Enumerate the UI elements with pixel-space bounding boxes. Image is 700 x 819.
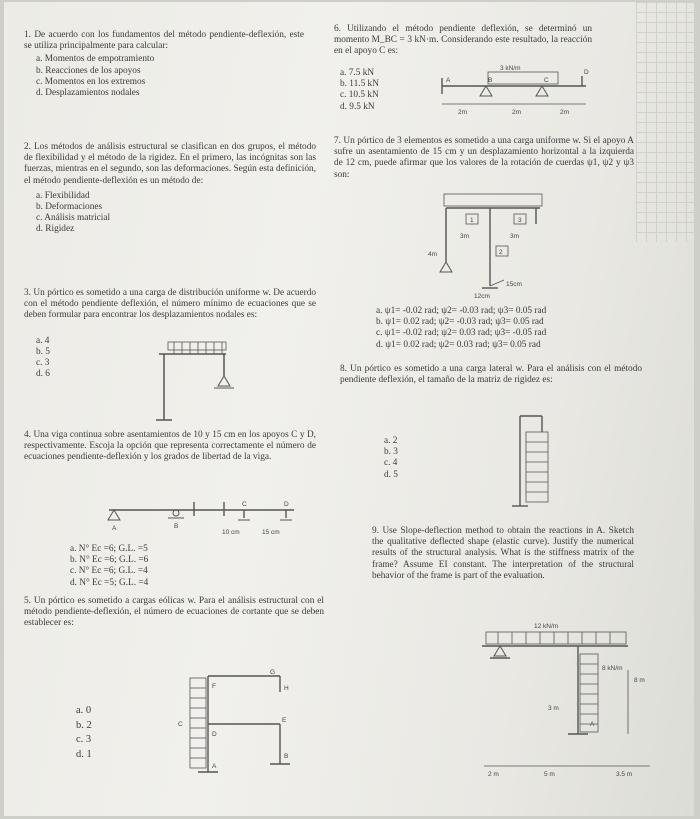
question-7 [334,136,634,181]
question-8 [340,364,642,386]
option-a[interactable]: a. Flexibilidad [36,190,90,201]
option-d[interactable]: d. 1 [76,748,92,760]
question-text: 2. Los métodos de análisis estructural se clasifican en dos grupos, el método de flexibilidad y el método de la rigidez. En el primero, las incógnitas son las fuerzas, mientras en el segundo, son las deformaciones. Según esta definición, el método pendiente-deflexión es un método de: [24,142,316,186]
dimension-label: 3m [460,233,470,240]
q7-frame-figure [424,188,564,302]
question-7-options [376,306,626,351]
support-label: B [174,523,179,530]
option-c[interactable]: c. 3 [76,734,92,745]
option-b[interactable]: b. 2 [76,719,92,731]
option-c[interactable]: c. 3 [36,358,50,369]
option-d[interactable]: d. 5 [384,469,398,480]
dimension-label: 12cm [474,293,490,300]
option-d[interactable]: d. 6 [36,369,50,380]
node-label: B [488,77,493,84]
question-6 [334,24,592,58]
dimension-label: 3m [510,233,520,240]
question-8-options [384,436,424,481]
dimension-label: 4m [428,251,438,258]
option-c[interactable]: c. Momentos en los extremos [36,76,146,87]
option-d[interactable]: d. Desplazamientos nodales [36,88,140,99]
option-a[interactable]: a. 4 [36,335,50,346]
question-5 [24,596,324,630]
support-label: A [112,525,117,532]
question-text: 1. De acuerdo con los fundamentos del método pendiente-deflexión, este se utiliza principalmente para calcular: [24,30,304,52]
option-c[interactable]: c. Análisis matricial [36,213,111,224]
question-text: 3. Un pórtico es sometido a una carga de distribución uniforme w. De acuerdo con el método pendiente deflexión, el número mínimo de ecuaciones que se deben formular para encontrar los desplazamientos nodales es: [24,288,316,321]
option-d[interactable]: d. 9.5 kN [340,101,375,112]
question-text: 6. Utilizando el método pendiente deflexión, se determinó un momento M_BC = 3 kN·m. Considerando este resultado, la reacción en el apoyo C es: [334,24,592,57]
question-4 [24,430,316,464]
option-a[interactable]: a. 7.5 kN [340,68,375,78]
question-5-options [76,704,136,762]
dimension-label: 5 m [544,771,555,778]
node-label: D [212,731,217,738]
load-label: 12 kN/m [534,623,559,630]
load-label: 3 kN/m [500,65,521,72]
node-label: A [212,763,217,770]
node-label: H [284,685,289,692]
question-text: 4. Una viga continua sobre asentamientos de 10 y 15 cm en los apoyos C y D, respectivamente. Escoja la opción que representa correctamente el número de ecuaciones pendiente-deflexión y los grados de libertad de la viga. [24,430,316,463]
option-a[interactable]: a. 2 [384,436,398,446]
q8-frame-figure [508,410,568,514]
dimension-label: 3.5 m [616,771,633,778]
node-label: D [584,69,589,76]
node-label: G [270,669,276,676]
support-label: C [242,501,247,508]
node-label: E [282,717,287,724]
settlement-label: 15 cm [262,529,280,536]
question-9 [372,526,634,582]
option-c[interactable]: c. 4 [384,458,398,469]
support-label: D [284,501,289,508]
span-label: 2m [512,109,522,116]
question-text: 5. Un pórtico es sometido a cargas eólicas w. Para el análisis estructural con el método pendiente-deflexión, el número de ecuaciones de cortante que se deben establecer es: [24,596,324,629]
q5-frame-figure [180,664,320,784]
span-label: 2m [560,109,570,116]
option-d[interactable]: d. Rigidez [36,224,75,235]
dimension-label: 15cm [506,281,522,288]
q9-frame-figure [478,618,668,788]
option-d[interactable]: d. N° Ec =5; G.L. =4 [70,577,149,588]
option-d[interactable]: d. ψ1= 0.02 rad; ψ2= 0.03 rad; ψ3= 0.05 rad [376,339,541,350]
support-label: A [590,721,595,728]
option-a[interactable]: a. ψ1= -0.02 rad; ψ2= -0.03 rad; ψ3= 0.05 rad [376,306,547,316]
node-label: C [544,77,549,84]
option-c[interactable]: c. N° Ec =6; G.L. =4 [70,566,148,577]
node-label: C [178,721,183,728]
question-1 [24,30,304,99]
node-label: A [446,77,451,84]
question-text: 8. Un pórtico es sometido a una carga lateral w. Para el análisis con el método pendiente deflexión, el tamaño de la matriz de rigidez es: [340,364,642,386]
option-a[interactable]: a. 0 [76,705,92,716]
question-2 [24,142,316,236]
span-label: 2m [458,109,468,116]
dimension-label: 2 m [488,771,499,778]
option-b[interactable]: b. N° Ec =6; G.L. =6 [70,555,149,566]
option-a[interactable]: a. N° Ec =6; G.L. =5 [70,544,148,554]
option-b[interactable]: b. Reacciones de los apoyos [36,65,141,76]
member-label: 3 [518,217,522,224]
option-c[interactable]: c. ψ1= -0.02 rad; ψ2= 0.03 rad; ψ3= -0.05 rad [376,328,547,339]
option-b[interactable]: b. 5 [36,346,50,357]
node-label: B [284,753,289,760]
question-text: 7. Un pórtico de 3 elementos es sometido a una carga uniforme w. Si el apoyo A sufre un asentamiento de 15 cm y un desplazamiento horizontal a la izquierda de 12 cm, puede afirmar que los valores de la rotación de cuerdas ψ1, ψ2 y ψ3 son: [334,136,634,180]
option-b[interactable]: b. 11.5 kN [340,79,379,90]
question-4-options [70,544,230,589]
dimension-label: 8 m [634,677,645,684]
q4-beam-figure [104,494,304,538]
q6-beam-figure [436,62,596,118]
q3-frame-figure [154,340,244,424]
dimension-label: 3 m [548,705,559,712]
option-a[interactable]: a. Momentos de empotramiento [36,54,155,65]
option-b[interactable]: b. 3 [384,447,398,458]
member-label: 2 [499,249,503,256]
graph-paper-edge [636,2,694,242]
question-6-options [340,68,400,113]
member-label: 1 [470,217,474,224]
question-text: 9. Use Slope-deflection method to obtain the reactions in A. Sketch the qualitative deflected shape (elastic curve). Justify the numerical results of the structural analysis. What is the stiffness matrix of the frame? Assume EI constant. The interpretation of the structural behavior of the frame is part of the evaluation. [372,526,634,581]
load-label: 8 kN/m [602,665,623,672]
settlement-label: 10 cm [222,529,240,536]
option-b[interactable]: b. Deformaciones [36,202,103,213]
exam-sheet [4,2,694,816]
option-b[interactable]: b. ψ1= 0.02 rad; ψ2= -0.03 rad; ψ3= 0.05 rad [376,317,544,328]
node-label: F [212,683,216,690]
option-c[interactable]: c. 10.5 kN [340,90,379,101]
